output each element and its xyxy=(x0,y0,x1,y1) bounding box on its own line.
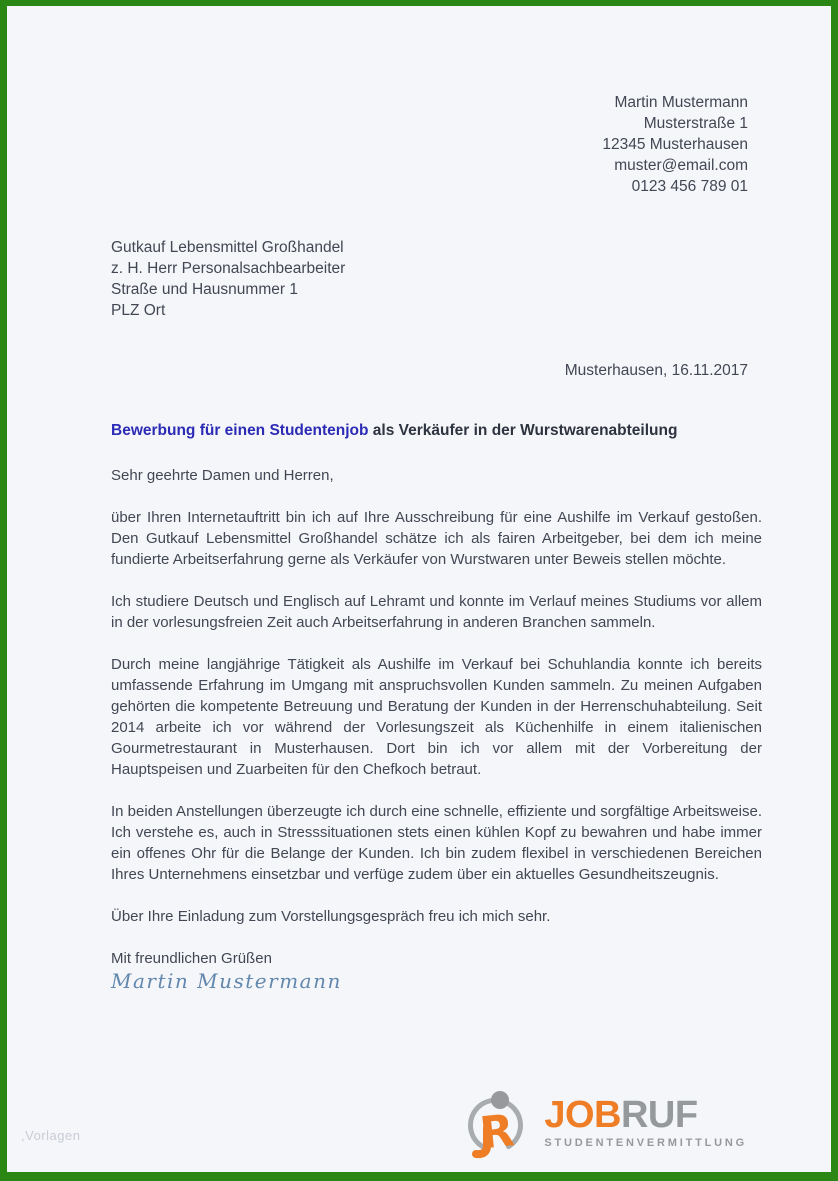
sender-line: Martin Mustermann xyxy=(614,94,748,111)
recipient-line: PLZ Ort xyxy=(111,302,166,319)
sender-phone: 0123 456 789 01 xyxy=(631,178,748,195)
letter-body xyxy=(111,465,762,992)
logo-word-primary: JOB xyxy=(544,1093,621,1136)
jobruf-logo xyxy=(463,1084,747,1160)
body-paragraph: Über Ihre Einladung zum Vorstellungsgespräch freu ich mich sehr. xyxy=(111,908,551,925)
body-paragraph: Ich studiere Deutsch und Englisch auf Lehramt und konnte im Verlauf meines Studiums vor allem in der vorlesungsfreien Zeit auch Arbeitserfahrung in anderen Branchen sammeln. xyxy=(111,593,762,631)
logo-text-block xyxy=(544,1093,747,1149)
watermark-text: ,Vorlagen xyxy=(21,1128,81,1143)
sender-address-block xyxy=(602,92,748,197)
sender-email: muster@email.com xyxy=(614,157,748,174)
salutation: Sehr geehrte Damen und Herren, xyxy=(111,467,334,484)
recipient-line: z. H. Herr Personalsachbearbeiter xyxy=(111,260,346,277)
body-paragraph: über Ihren Internetauftritt bin ich auf Ihre Ausschreibung für eine Aushilfe im Verkauf gestoßen. Den Gutkauf Lebensmittel Großhandel schätze ich als fairen Arbeitgeber, bei dem ich meine fundierte Arbeitserfahrung gerne als Verkäufer von Wurstwaren unter Beweis stellen möchte. xyxy=(111,509,762,568)
sender-line: Musterstraße 1 xyxy=(643,115,748,132)
recipient-line: Straße und Hausnummer 1 xyxy=(111,281,298,298)
date-line: Musterhausen, 16.11.2017 xyxy=(564,362,748,379)
jobruf-logo-icon xyxy=(463,1084,531,1160)
body-paragraph: Durch meine langjährige Tätigkeit als Aushilfe im Verkauf bei Schuhlandia konnte ich bereits umfassende Erfahrung im Umgang mit anspruchsvollen Kunden sammeln. Zu meinen Aufgaben gehörten die kompetente Betreuung und Beratung der Kunden in der Herrenschuhabteilung. Seit 2014 arbeite ich vor während der Vorlesungszeit als Küchenhilfe in einem italienischen Gourmetrestaurant in Musterhausen. Dort bin ich vor allem mit der Vorbereitung der Hauptspeisen und Zuarbeiten für den Chefkoch betraut. xyxy=(111,656,762,778)
subject-line xyxy=(111,422,748,440)
logo-tagline: STUDENTENVERMITTLUNG xyxy=(544,1136,747,1149)
body-paragraph: In beiden Anstellungen überzeugte ich durch eine schnelle, effiziente und sorgfältige Arbeitsweise. Ich verstehe es, auch in Stresssituationen stets einen kühlen Kopf zu bewahren und habe immer ein offenes Ohr für die Belange der Kunden. Ich bin zudem flexibel in verschiedenen Bereichen Ihres Unternehmens einsetzbar und verfüge zudem über ein aktuelles Gesundheitszeugnis. xyxy=(111,803,762,883)
recipient-line: Gutkauf Lebensmittel Großhandel xyxy=(111,239,344,256)
logo-word-secondary: RUF xyxy=(620,1093,698,1136)
logo-wordmark xyxy=(544,1093,747,1136)
subject-rest: als Verkäufer in der Wurstwarenabteilung xyxy=(368,422,678,439)
subject-highlight: Bewerbung für einen Studentenjob xyxy=(111,422,369,439)
regards-line: Mit freundlichen Grüßen xyxy=(111,950,272,967)
logo-r-glyph: R xyxy=(477,1105,517,1160)
sender-line: 12345 Musterhausen xyxy=(602,136,748,153)
recipient-address-block xyxy=(111,237,345,321)
signature: Martin Mustermann xyxy=(111,969,342,993)
